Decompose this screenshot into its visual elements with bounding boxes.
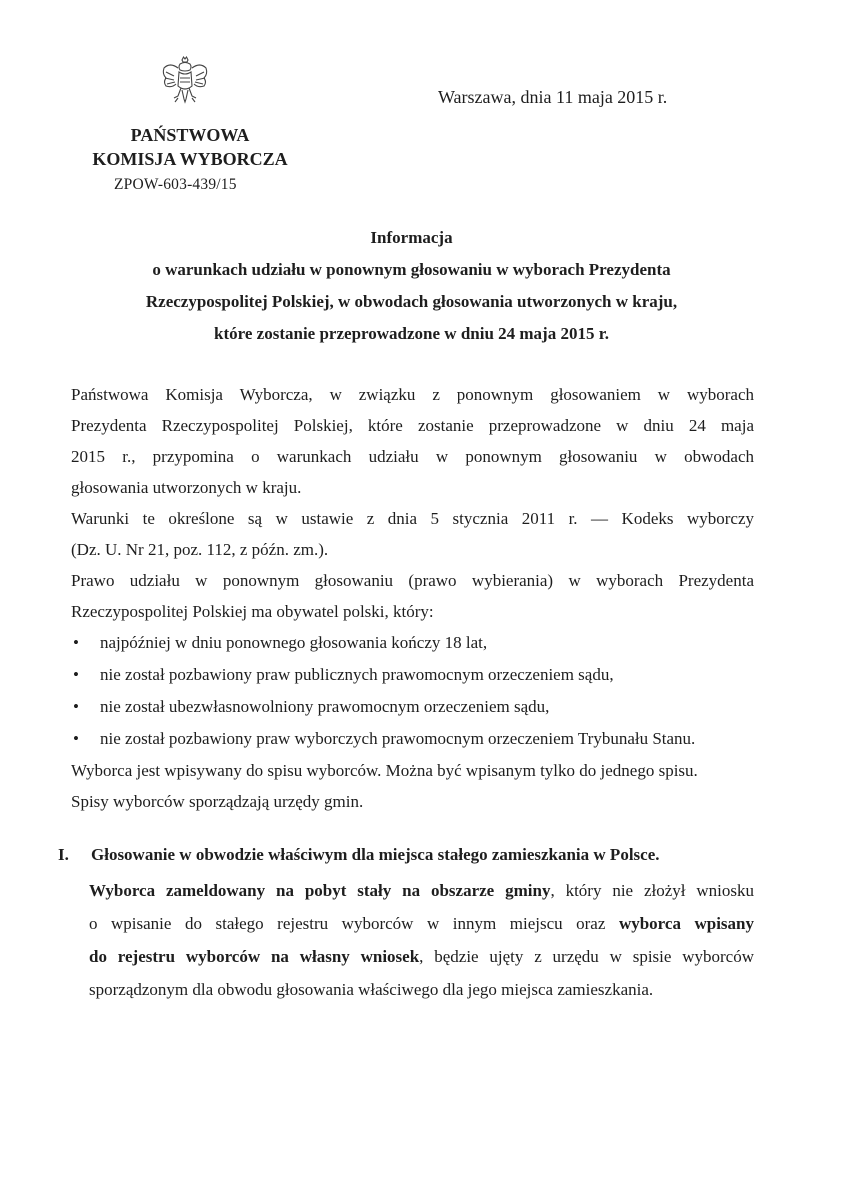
text-line — [89, 946, 754, 979]
text-line: Państwowa Komisja Wyborcza, w związku z ponownym głosowaniem w wyborach — [71, 385, 754, 404]
text-line: (Dz. U. Nr 21, poz. 112, z późn. zm.). — [71, 540, 329, 559]
document-title — [70, 228, 753, 356]
bullet-icon: • — [73, 697, 79, 716]
title-line: Rzeczypospolitej Polskiej, w obwodach głosowania utworzonych w kraju, — [145, 292, 678, 311]
eligibility-list — [71, 632, 754, 760]
title-line: które zostanie przeprowadzone w dniu 24 maja 2015 r. — [214, 324, 609, 343]
eligibility-paragraph — [71, 570, 754, 632]
list-item-text: nie został ubezwłasnowolniony prawomocnym orzeczeniem sądu, — [100, 697, 550, 716]
title-heading: Informacja — [370, 228, 453, 247]
list-item — [71, 696, 754, 728]
list-item-text: najpóźniej w dniu ponownego głosowania kończy 18 lat, — [100, 633, 488, 652]
section-paragraph — [89, 880, 754, 1012]
reference-number: ZPOW-603-439/15 — [114, 176, 237, 193]
plain-text: , który nie złożył wniosku — [550, 881, 754, 900]
bullet-icon: • — [73, 633, 79, 652]
text-line: Prezydenta Rzeczypospolitej Polskiej, które zostanie przeprowadzone w dniu 24 maja — [71, 416, 754, 435]
text-line: Rzeczypospolitej Polskiej ma obywatel polski, który: — [71, 602, 434, 621]
organization-name-line-1: PAŃSTWOWA — [130, 125, 250, 145]
voter-list-paragraph — [71, 760, 754, 822]
text-line — [89, 913, 754, 946]
bullet-icon: • — [73, 729, 79, 748]
plain-text: , będzie ujęty z urzędu w spisie wyborców — [419, 947, 754, 966]
section-title: Głosowanie w obwodzie właściwym dla miejsca stałego zamieszkania w Polsce. — [91, 845, 660, 864]
text-line: Prawo udziału w ponownym głosowaniu (prawo wybierania) w wyborach Prezydenta — [71, 571, 754, 590]
bullet-icon: • — [73, 665, 79, 684]
intro-paragraph — [71, 384, 754, 508]
section-number: I. — [58, 845, 69, 864]
document-date: Warszawa, dnia 11 maja 2015 r. — [438, 87, 668, 107]
text-line: głosowania utworzonych w kraju. — [71, 478, 302, 497]
list-item-text: nie został pozbawiony praw publicznych prawomocnym orzeczeniem sądu, — [100, 665, 614, 684]
list-item-text: nie został pozbawiony praw wyborczych prawomocnym orzeczeniem Trybunału Stanu. — [100, 729, 696, 748]
section-heading — [58, 845, 758, 865]
legal-basis-paragraph — [71, 508, 754, 570]
document-body — [71, 384, 754, 822]
emphasis-text: wyborca wpisany — [618, 914, 755, 933]
list-item — [71, 728, 754, 760]
plain-text: o wpisanie do stałego rejestru wyborców w innym miejscu oraz — [89, 914, 619, 933]
text-line: Wyborca jest wpisywany do spisu wyborców. Można być wpisanym tylko do jednego spisu. — [71, 761, 698, 780]
organization-name-line-2: KOMISJA WYBORCZA — [92, 149, 288, 169]
title-line: o warunkach udziału w ponownym głosowaniu w wyborach Prezydenta — [152, 260, 671, 279]
list-item — [71, 664, 754, 696]
text-line: sporządzonym dla obwodu głosowania właściwego dla jego miejsca zamieszkania. — [89, 980, 654, 999]
text-line: 2015 r., przypomina o warunkach udziału w ponownym głosowaniu w obwodach — [71, 447, 754, 466]
text-line: Spisy wyborców sporządzają urzędy gmin. — [71, 792, 364, 811]
list-item — [71, 632, 754, 664]
emphasis-text: do rejestru wyborców na własny wniosek — [89, 947, 420, 966]
text-line: Warunki te określone są w ustawie z dnia 5 stycznia 2011 r. — Kodeks wyborczy — [71, 509, 754, 528]
polish-eagle-emblem-icon — [160, 54, 210, 106]
text-line — [89, 880, 754, 913]
emphasis-text: Wyborca zameldowany na pobyt stały na obszarze gminy — [89, 881, 551, 900]
issuing-organization — [70, 123, 310, 171]
